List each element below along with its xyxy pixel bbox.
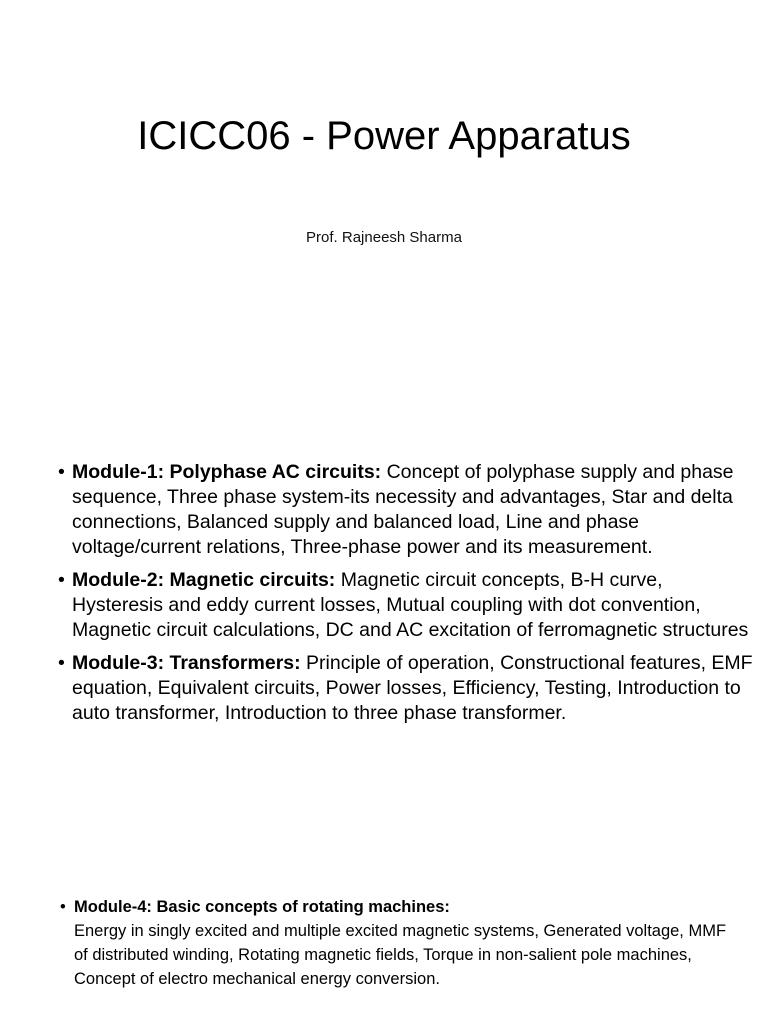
module-3-body: Principle of operation, Constructional features, EMF equation, Equivalent circuits, Power losses, Efficiency, Testing, Introduction to auto transformer, Introduction to three phase transformer. [72,652,753,724]
module-2-heading: Module-2: Magnetic circuits: [72,569,336,591]
module-2-body: Magnetic circuit concepts, B-H curve, Hysteresis and eddy current losses, Mutual coupling with dot convention, Magnetic circuit calculations, DC and AC excitation of ferromagnetic structures [72,569,749,641]
module-3-item [58,651,758,726]
bullet-icon: • [58,461,65,483]
module-4-item [60,895,734,991]
slide-title-page [0,0,768,420]
module-3-heading: Module-3: Transformers: [72,652,301,674]
module-list [58,460,758,734]
module-1-item [58,460,758,560]
bullet-icon: • [58,569,65,591]
slide-syllabus [0,430,768,1024]
module-1-body: Concept of polyphase supply and phase sequence, Three phase system-its necessity and advantages, Star and delta connections, Balanced supply and balanced load, Line and phase voltage/current relations, Three-phase power and its measurement. [72,461,734,558]
module-2-item [58,568,758,643]
page-title: ICICC06 - Power Apparatus [137,114,631,158]
module-4-heading: Module-4: Basic concepts of rotating machines: [74,898,450,916]
author-name: Prof. Rajneesh Sharma [306,229,462,246]
module-4-body: Energy in singly excited and multiple excited magnetic systems, Generated voltage, MMF of distributed winding, Rotating magnetic fields, Torque in non-salient pole machines, Concept of electro mechanical energy conversion. [74,922,727,988]
bullet-icon: • [58,652,65,674]
module-1-heading: Module-1: Polyphase AC circuits: [72,461,382,483]
bullet-icon: • [60,898,66,916]
